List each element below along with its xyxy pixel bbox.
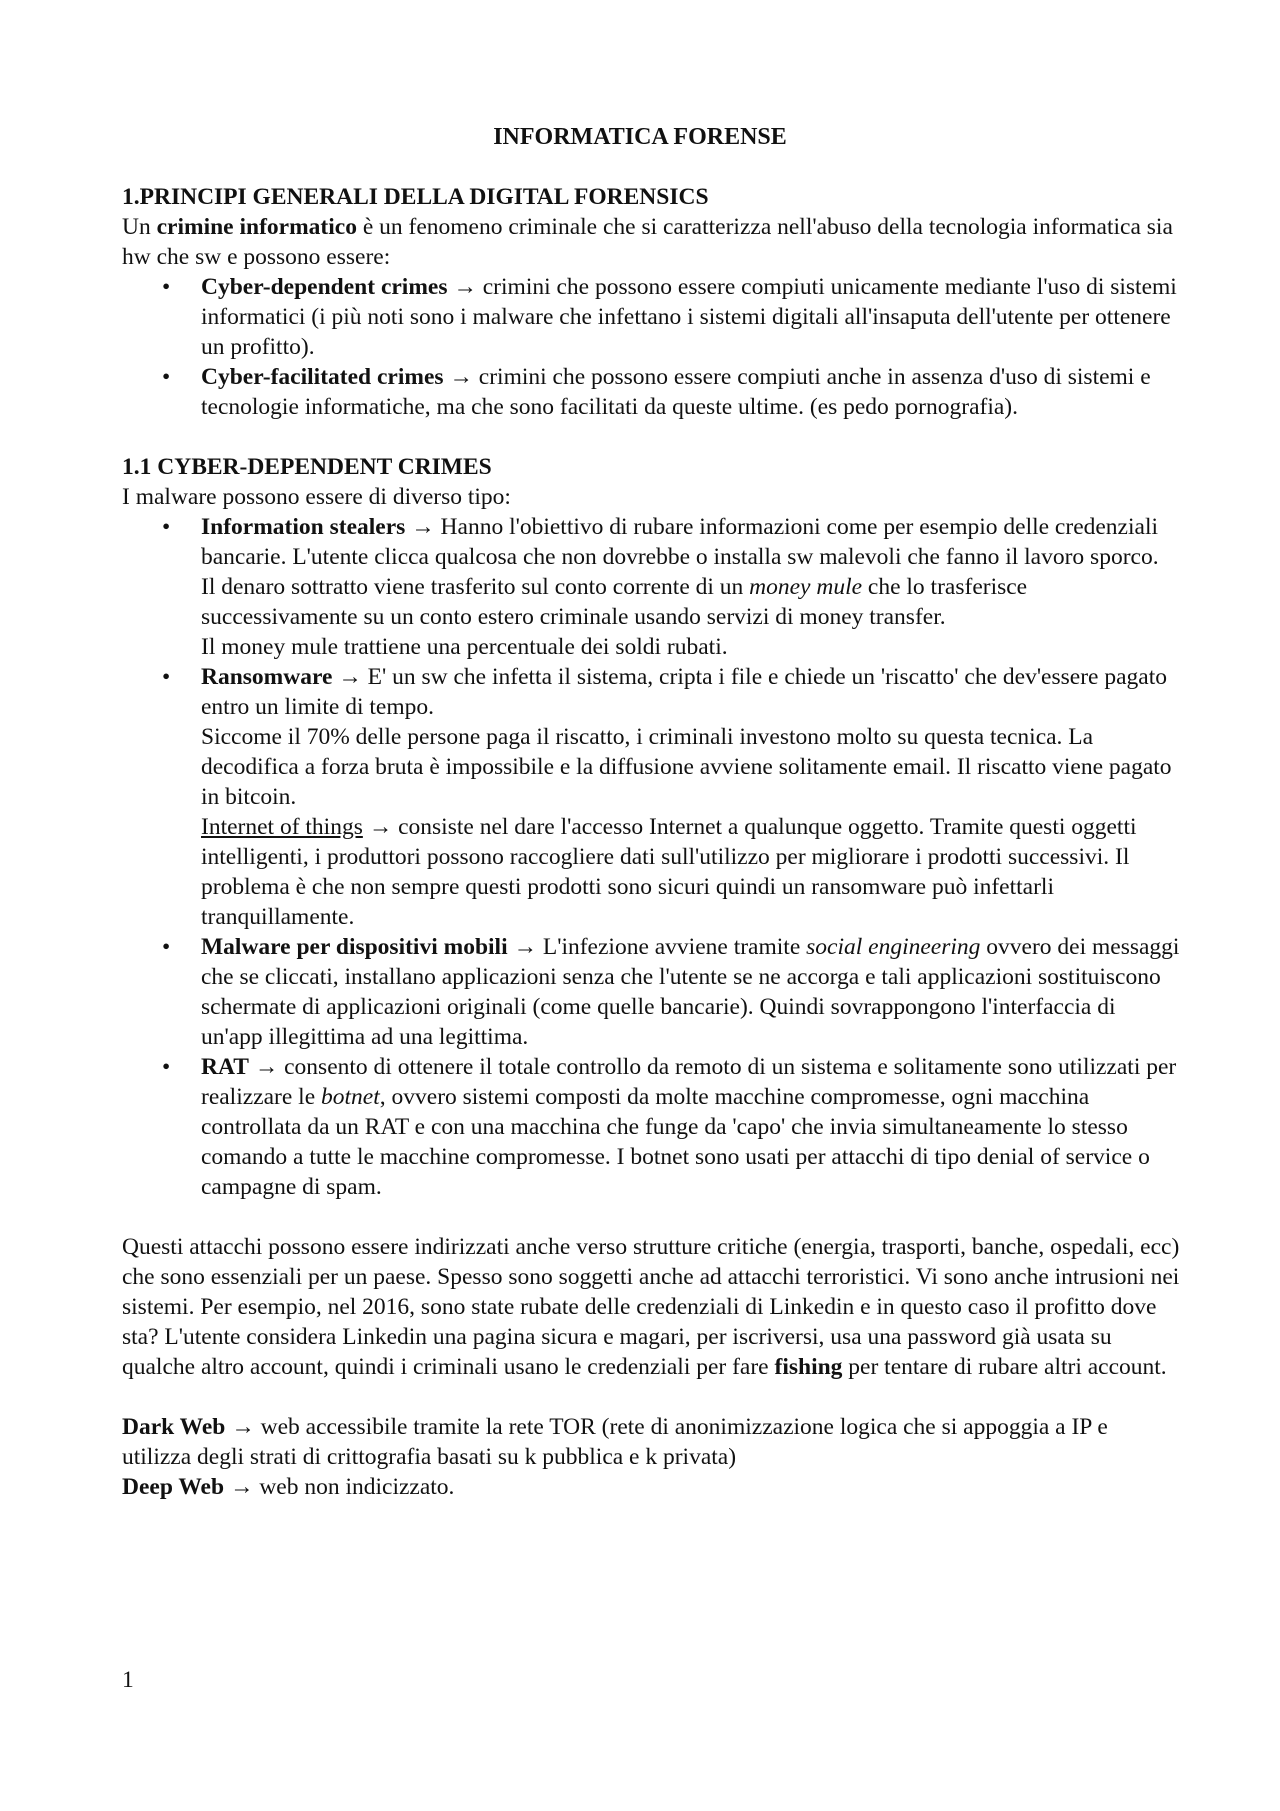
- list-item: [122, 1052, 1182, 1202]
- bullet-icon: •: [162, 364, 171, 390]
- list-item-term: RAT: [201, 1054, 249, 1080]
- list-item: [122, 272, 1182, 362]
- list-item-term: Information stealers: [201, 514, 406, 540]
- definition-dark-web: [122, 1412, 1182, 1472]
- document-title: INFORMATICA FORENSE: [493, 124, 787, 150]
- list-item: [122, 662, 1182, 932]
- list-item-text: , ovvero sistemi composti da molte macchine compromesse, ogni macchina controllata da un RAT e con una macchina che funge da 'capo' che invia simultaneamente lo stesso comando a tutte le macchine compromesse. I botnet sono usati per attacchi di tipo denial of service o campagne di spam.: [201, 1084, 1150, 1200]
- section-intro: I malware possono essere di diverso tipo:: [122, 484, 511, 510]
- list-item-term: Cyber-dependent crimes: [201, 274, 448, 300]
- italic-term: money mule: [749, 574, 863, 600]
- italic-term: botnet: [321, 1084, 380, 1110]
- list-item-term: Ransomware: [201, 664, 333, 690]
- bullet-icon: •: [162, 1054, 171, 1080]
- list-item-text: → consiste nel dare l'accesso Internet a qualunque oggetto. Tramite questi oggetti intelligenti, i produttori possono raccogliere dati sull'utilizzo per migliorare i prodotti successivi. Il problema è che non sempre questi prodotti sono sicuri quindi un ransomware può infettarli tranquillamente.: [201, 814, 1137, 930]
- body-paragraph: [122, 1232, 1182, 1382]
- italic-term: social engineering: [806, 934, 981, 960]
- document-body: [122, 182, 1182, 1502]
- list-item: [122, 362, 1182, 422]
- list-item-text: → crimini che possono essere compiuti anche in assenza d'uso di sistemi e tecnologie informatiche, ma che sono facilitati da queste ultime. (es pedo pornografia).: [201, 364, 1151, 420]
- section-intro: [122, 212, 1182, 272]
- intro-bold-term: crimine informatico: [156, 214, 357, 240]
- list-item-text: Il money mule trattiene una percentuale dei soldi rubati.: [201, 634, 728, 660]
- bullet-icon: •: [162, 514, 171, 540]
- section-heading: 1.1 CYBER-DEPENDENT CRIMES: [122, 454, 492, 480]
- list-item: [122, 932, 1182, 1052]
- definition-term: Deep Web: [122, 1474, 225, 1500]
- intro-text: Un: [122, 214, 157, 240]
- page-number: 1: [122, 1667, 134, 1693]
- list-item-text: → crimini che possono essere compiuti unicamente mediante l'uso di sistemi informatici (i più noti sono i malware che infettano i sistemi digitali all'insaputa dell'utente per ottenere un profitto).: [201, 274, 1177, 360]
- list-item-text: → consento di ottenere il totale controllo da remoto di un sistema e solitamente sono utilizzati per realizzare le: [201, 1054, 1177, 1110]
- list-item-text: Siccome il 70% delle persone paga il riscatto, i criminali investono molto su questa tecnica. La decodifica a forza bruta è impossibile e la diffusione avviene solitamente email. Il riscatto viene pagato in bitcoin.: [201, 724, 1172, 810]
- bullet-icon: •: [162, 934, 171, 960]
- bullet-icon: •: [162, 664, 171, 690]
- list-item-text: → Hanno l'obiettivo di rubare informazioni come per esempio delle credenziali bancarie. L'utente clicca qualcosa che non dovrebbe o installa sw malevoli che fanno il lavoro sporco.: [201, 514, 1159, 570]
- definition-deep-web: [122, 1472, 1182, 1502]
- list-item-text: → E' un sw che infetta il sistema, cripta i file e chiede un 'riscatto' che dev'essere pagato entro un limite di tempo.: [201, 664, 1167, 720]
- underlined-term: Internet of things: [201, 814, 363, 840]
- definition-text: → web accessibile tramite la rete TOR (rete di anonimizzazione logica che si appoggia a IP e utilizza degli strati di crittografia basati su k pubblica e k privata): [122, 1414, 1108, 1470]
- list-item-term: Cyber-facilitated crimes: [201, 364, 444, 390]
- list-item-text: Il denaro sottratto viene trasferito sul conto corrente di un: [201, 574, 750, 600]
- paragraph-text: Questi attacchi possono essere indirizzati anche verso strutture critiche (energia, trasporti, banche, ospedali, ecc) che sono essenziali per un paese. Spesso sono soggetti anche ad attacchi terroristici. Vi sono anche intrusioni nei sistemi. Per esempio, nel 2016, sono state rubate delle credenziali di Linkedin e in questo caso il profitto dove sta? L'utente considera Linkedin una pagina sicura e magari, per iscriversi, usa una password già usata su qualche altro account, quindi i criminali usano le credenziali per fare: [122, 1234, 1180, 1380]
- list-item-text: che lo trasferisce successivamente su un conto estero criminale usando servizi di money transfer.: [201, 574, 1028, 630]
- crime-types-list: [122, 272, 1182, 422]
- paragraph-text-rest: per tentare di rubare altri account.: [842, 1354, 1167, 1380]
- malware-types-list: [122, 512, 1182, 1202]
- intro-text-rest: è un fenomeno criminale che si caratterizza nell'abuso della tecnologia informatica sia hw che sw e possono essere:: [122, 214, 1173, 270]
- list-item-text: ovvero dei messaggi che se cliccati, installano applicazioni senza che l'utente se ne accorga e tali applicazioni sostituiscono schermate di applicazioni originali (come quelle bancarie). Quindi sovrappongono l'interfaccia di un'app illegittima ad una legittima.: [201, 934, 1180, 1050]
- list-item-text: → L'infezione avviene tramite: [507, 934, 807, 960]
- definition-term: Dark Web: [122, 1414, 226, 1440]
- bullet-icon: •: [162, 274, 171, 300]
- paragraph-bold-term: fishing: [774, 1354, 843, 1380]
- definition-text: → web non indicizzato.: [224, 1474, 455, 1500]
- list-item: [122, 512, 1182, 662]
- list-item-term: Malware per dispositivi mobili: [201, 934, 508, 960]
- section-heading: 1.PRINCIPI GENERALI DELLA DIGITAL FORENSICS: [122, 184, 709, 210]
